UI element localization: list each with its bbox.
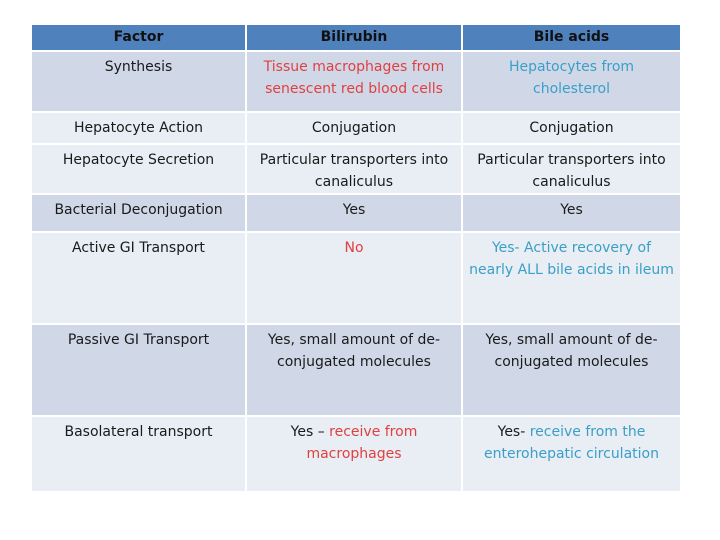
table-row (32, 417, 680, 493)
row-bilirubin: Particular transporters into canaliculus (247, 145, 463, 195)
table-row (32, 325, 680, 417)
row-factor: Bacterial Deconjugation (32, 195, 247, 233)
row-bile-acids: Conjugation (463, 113, 680, 145)
bile-acids-highlight: receive from the enterohepatic circulation (484, 424, 659, 462)
row-bilirubin: Yes, small amount of de-conjugated molecules (247, 325, 463, 417)
row-bile-acids: Yes, small amount of de-conjugated molecules (463, 325, 680, 417)
bile-acids-prefix: Yes- (497, 424, 530, 440)
header-bile-acids: Bile acids (463, 25, 680, 52)
row-factor: Passive GI Transport (32, 325, 247, 417)
table-row (32, 195, 680, 233)
row-bile-acids: Particular transporters into canaliculus (463, 145, 680, 195)
table-row (32, 145, 680, 195)
row-factor: Synthesis (32, 52, 247, 113)
comparison-table (32, 25, 680, 493)
row-bilirubin (247, 417, 463, 493)
row-bile-acids (463, 417, 680, 493)
row-bilirubin: No (247, 233, 463, 325)
row-bile-acids: Yes- Active recovery of nearly ALL bile acids in ileum (463, 233, 680, 325)
row-bile-acids: Hepatocytes from cholesterol (463, 52, 680, 113)
row-bilirubin: Conjugation (247, 113, 463, 145)
row-factor: Active GI Transport (32, 233, 247, 325)
table-row (32, 113, 680, 145)
table-row (32, 52, 680, 113)
table-header-row (32, 25, 680, 52)
bilirubin-highlight: receive from macrophages (306, 424, 418, 462)
row-bilirubin: Tissue macrophages from senescent red blood cells (247, 52, 463, 113)
header-bilirubin: Bilirubin (247, 25, 463, 52)
header-factor: Factor (32, 25, 247, 52)
row-factor: Hepatocyte Action (32, 113, 247, 145)
bilirubin-prefix: Yes – (290, 424, 330, 440)
row-factor: Basolateral transport (32, 417, 247, 493)
row-bilirubin: Yes (247, 195, 463, 233)
row-bile-acids: Yes (463, 195, 680, 233)
row-factor: Hepatocyte Secretion (32, 145, 247, 195)
table-row (32, 233, 680, 325)
